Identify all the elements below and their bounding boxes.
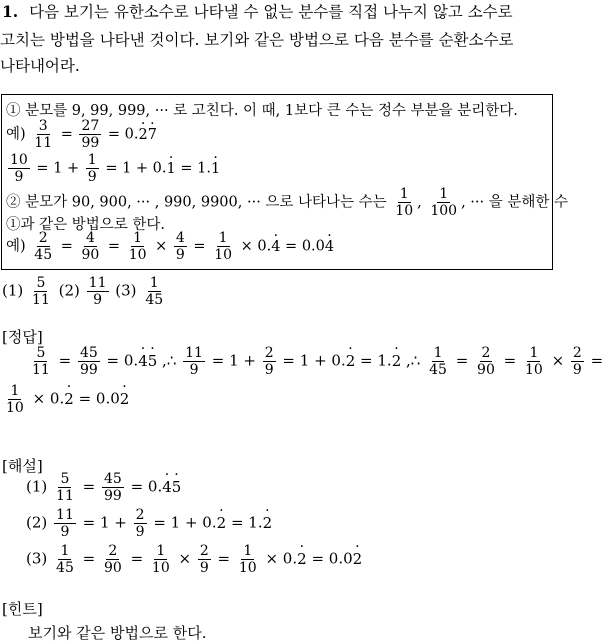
problem-line-1: [2, 0, 513, 26]
frac-10-9: $\frac{10}{9}$: [10, 152, 28, 185]
explanation-line-1: (1) $\frac{5}{11}$ = $\frac{45}{99}$ = 0.· 4· 5: [26, 472, 181, 503]
box-example-label-2: 예): [6, 238, 26, 255]
exp-3-label: (3): [26, 549, 48, 568]
exp-frac-1-45: $\frac{1}{45}$: [56, 543, 74, 576]
ans-frac-2-90: $\frac{2}{90}$: [477, 345, 495, 378]
box-line-4: ② 분모가 90, 900, ··· , 990, 9900, ··· 으로 나타나는 수는 $\frac{1}{10}$ , $\frac{1}{100}$ , ··· 을 분해한 수: [6, 186, 568, 219]
ans-frac-5-11: $\frac{5}{11}$: [32, 345, 50, 378]
box-line-1: ① 분모를 9, 99, 999, ··· 로 고친다. 이 때, 1보다 큰 수는 정수 부분을 분리한다.: [6, 103, 518, 119]
item-2-frac: $\frac{11}{9}$: [88, 275, 107, 308]
box-line-6: 예) $\frac{2}{45}$ = $\frac{4}{90}$ = $\frac{1}{10}$ × $\frac{4}{9}$ = $\frac{1}{10}$ × 0.· 4 = 0.0· 4: [6, 231, 334, 262]
box-line-3: $\frac{10}{9}$ = 1 + $\frac{1}{9}$ = 1 + 0.· 1 = 1.· 1: [6, 153, 220, 184]
exp-frac-45-99: $\frac{45}{99}$: [103, 471, 122, 504]
frac-1-10: $\frac{1}{10}$: [395, 186, 414, 219]
item-1-label: (1): [2, 281, 24, 300]
exp-frac-1-10b: $\frac{1}{10}$: [238, 543, 257, 576]
problem-number: 1.: [2, 2, 19, 21]
item-3-frac: $\frac{1}{45}$: [145, 275, 164, 308]
ans-frac-2-9b: $\frac{2}{9}$: [572, 345, 582, 378]
box-line-2: 예) $\frac{3}{11}$ = $\frac{27}{99}$ = 0.· 2· 7: [6, 119, 157, 150]
box-rule-2: ② 분모가 90, 900, ··· , 990, 9900, ··· 으로 나타나는 수는: [6, 194, 387, 211]
box-rule-2-suffix: ··· 을 분해한 수: [470, 194, 568, 211]
frac-1-9: $\frac{1}{9}$: [87, 152, 97, 185]
exp-frac-2-9: $\frac{2}{9}$: [135, 507, 145, 540]
explanation-line-3: (3) $\frac{1}{45}$ = $\frac{2}{90}$ = $\frac{1}{10}$ × $\frac{2}{9}$ = $\frac{1}{10}$ × 0.· 2 = 0.0· 2: [26, 544, 362, 575]
exp-frac-2-9b: $\frac{2}{9}$: [199, 543, 209, 576]
exp-frac-11-9: $\frac{11}{9}$: [56, 507, 74, 540]
problem-line-3: 나타내어라.: [0, 57, 80, 75]
hint-text: 보기와 같은 방법으로 한다.: [28, 624, 207, 642]
exp-frac-1-10: $\frac{1}{10}$: [151, 543, 170, 576]
frac-1-10b: $\frac{1}{10}$: [128, 230, 147, 263]
ans-frac-1-10: $\frac{1}{10}$: [524, 345, 543, 378]
frac-1-10c: $\frac{1}{10}$: [214, 230, 233, 263]
problem-text-1: 다음 보기는 유한소수로 나타낼 수 없는 분수를 직접 나누지 않고 소수로: [29, 3, 513, 21]
example-box: [1, 94, 568, 270]
box-example-label-1: 예): [6, 126, 26, 143]
answer-line-2: $\frac{1}{10}$ × 0.· 2 = 0.0· 2: [2, 384, 129, 415]
ans-frac-1-10b: $\frac{1}{10}$: [6, 383, 24, 416]
frac-4-90: $\frac{4}{90}$: [81, 230, 100, 263]
exp-frac-2-90: $\frac{2}{90}$: [103, 543, 122, 576]
answer-label: [정답]: [2, 328, 43, 346]
hint-label: [힌트]: [2, 600, 43, 618]
item-2-label: (2): [58, 281, 80, 300]
frac-1-100: $\frac{1}{100}$: [430, 186, 458, 219]
frac-2-45: $\frac{2}{45}$: [34, 230, 53, 263]
frac-3-11: $\frac{3}{11}$: [34, 118, 53, 151]
exp-1-label: (1): [26, 477, 48, 496]
frac-27-99: $\frac{27}{99}$: [81, 118, 100, 151]
exp-frac-5-11: $\frac{5}{11}$: [56, 471, 74, 504]
ans-frac-1-45: $\frac{1}{45}$: [429, 345, 447, 378]
item-3-label: (3): [115, 281, 137, 300]
ans-frac-2-9: $\frac{2}{9}$: [264, 345, 274, 378]
items-row: [2, 276, 167, 307]
ans-frac-11-9: $\frac{11}{9}$: [185, 345, 203, 378]
box-line-5: ①과 같은 방법으로 한다.: [6, 217, 165, 233]
explanation-label: [해설]: [2, 457, 43, 475]
ans-frac-45-99: $\frac{45}{99}$: [79, 345, 98, 378]
item-1-frac: $\frac{5}{11}$: [32, 275, 50, 308]
answer-line-1: $\frac{5}{11}$ = $\frac{45}{99}$ = 0.· 4· 5 ,∴ $\frac{11}{9}$ = 1 + $\frac{2}{9}$ = 1 + 0.· 2 = 1.· 2 ,∴ $\frac{1}{45}$ = $\frac{2}{90}$ = $\frac{1}{10}$ × $\frac{2}{9}$ =: [28, 346, 603, 377]
exp-2-label: (2): [26, 513, 48, 532]
problem-line-2: 고치는 방법을 나타낸 것이다. 보기와 같은 방법으로 다음 분수를 순환소수로: [0, 31, 514, 49]
explanation-line-2: (2) $\frac{11}{9}$ = 1 + $\frac{2}{9}$ = 1 + 0.· 2 = 1.· 2: [26, 508, 272, 539]
frac-4-9: $\frac{4}{9}$: [175, 230, 185, 263]
